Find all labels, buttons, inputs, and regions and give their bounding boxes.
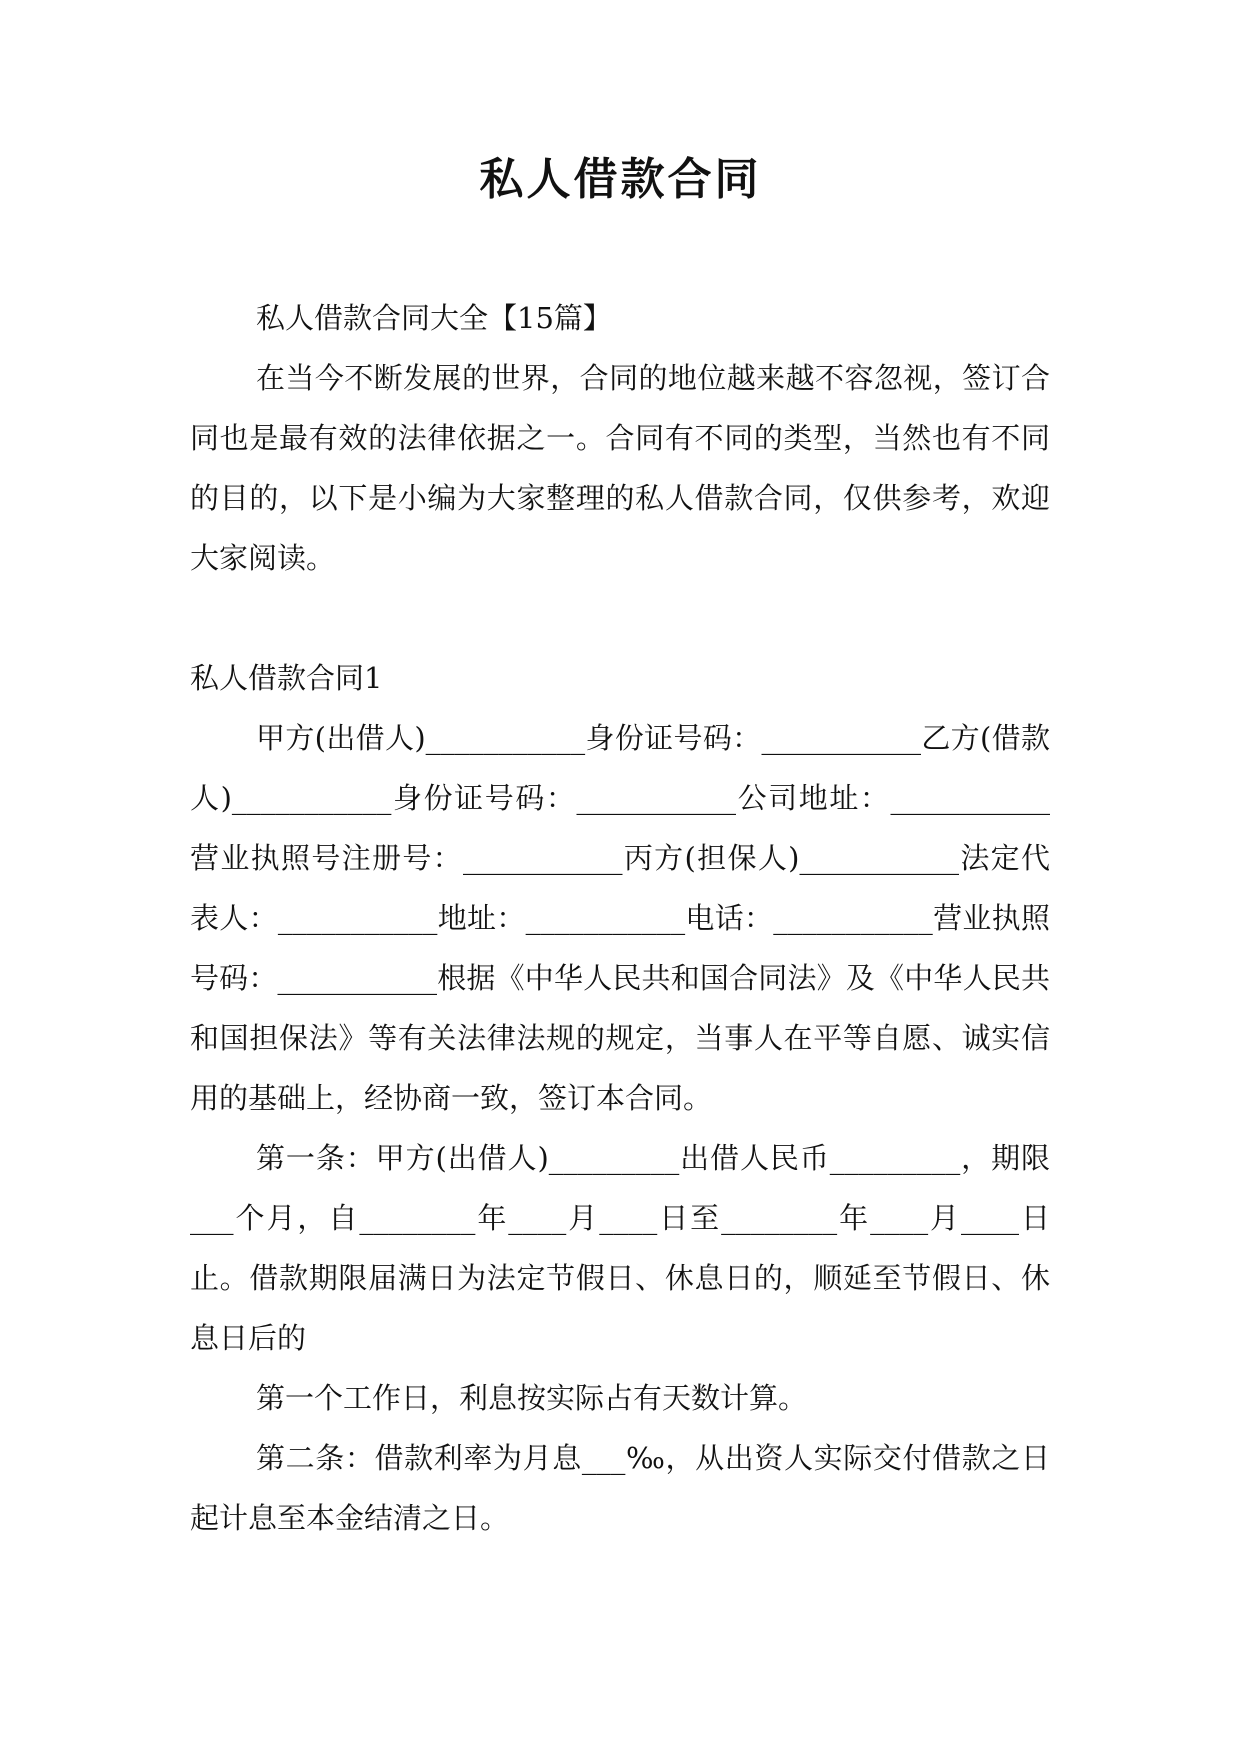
intro-paragraph: 在当今不断发展的世界，合同的地位越来越不容忽视，签订合同也是最有效的法律依据之一。合同有不同的类型，当然也有不同的目的，以下是小编为大家整理的私人借款合同，仅供参考，欢迎大家阅读。 <box>190 361 1050 575</box>
parties-paragraph: 甲方(出借人)___________身份证号码：___________乙方(借款人)___________身份证号码：___________公司地址：___________营业执照号注册号：___________丙方(担保人)___________法定代表人：___________地址：___________电话：___________营业执照号码：___________根据《中华人民共和国合同法》及《中华人民共和国担保法》等有关法律法规的规定，当事人在平等自愿、诚实信用的基础上，经协商一致，签订本合同。 <box>190 721 1050 1115</box>
document-title: 私人借款合同 <box>479 154 762 205</box>
section-heading: 私人借款合同1 <box>190 661 383 695</box>
document-body <box>190 288 1050 1548</box>
article-1-continuation: 第一个工作日，利息按实际占有天数计算。 <box>256 1381 808 1415</box>
paragraph-gap <box>190 588 1050 648</box>
article-2-paragraph: 第二条：借款利率为月息___‰，从出资人实际交付借款之日起计息至本金结清之日。 <box>190 1441 1050 1535</box>
document-subtitle: 私人借款合同大全【15篇】 <box>256 301 612 335</box>
article-1-paragraph: 第一条：甲方(出借人)_________出借人民币_________，期限___个月，自________年____月____日至________年____月____日止。借款期限届满日为法定节假日、休息日的，顺延至节假日、休息日后的 <box>190 1141 1050 1355</box>
